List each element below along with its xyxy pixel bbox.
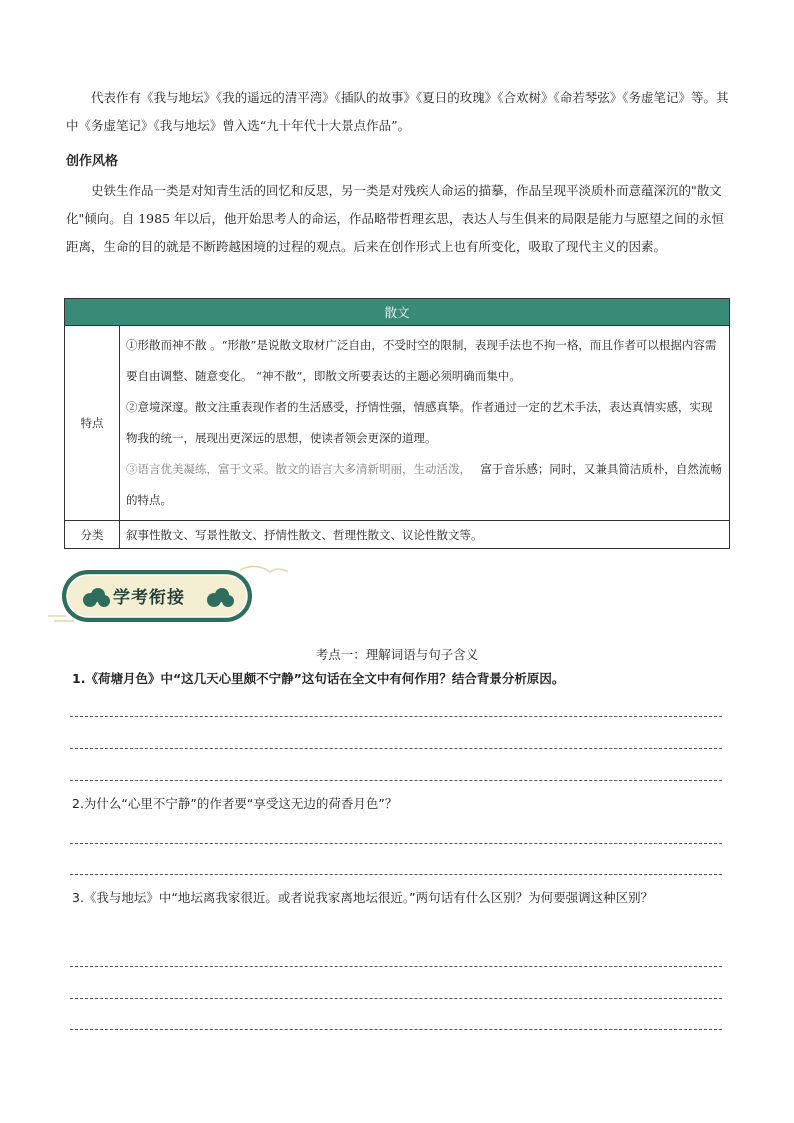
feature-item: ②意境深邃。散文注重表现作者的生活感受，抒情性强，情感真挚。作者通过一定的艺术手法，表达真情实感，实现物我的统一，展现出更深远的思想，使读者领会更深的道理。: [126, 400, 713, 445]
prose-table: [64, 298, 730, 549]
feature-item-part: 富于音乐感；同时，又兼具简洁质朴，自然流畅的特点。: [126, 462, 722, 507]
style-heading: 创作风格: [66, 154, 119, 169]
feature-item: [126, 454, 723, 516]
category-label: 分类: [65, 521, 120, 549]
question-3: 3.《我与地坛》中“地坛离我家很近。或者说我家离地坛很近。”两句话有什么区别？为何要强调这种区别？: [72, 890, 654, 905]
prose-table-header: 散文: [65, 299, 730, 326]
feature-cell: [120, 326, 730, 521]
banner-title: 学考衔接: [113, 588, 185, 608]
question-1: 1.《荷塘月色》中“这几天心里颇不宁静”这句话在全文中有何作用？结合背景分析原因。: [72, 671, 565, 686]
question-2: 2.为什么“心里不宁静”的作者要“享受这无边的荷香月色”？: [72, 796, 398, 811]
section-subtitle: 考点一：理解词语与句子含义: [315, 647, 479, 662]
feature-item: ①形散而神不散 。“形散”是说散文取材广泛自由，不受时空的限制，表现手法也不拘一格，而且作者可以根据内容需要自由调整、随意变化。 “神不散”，即散文所要表达的主题必须明确而集中。: [126, 338, 717, 383]
feature-label: 特点: [65, 326, 120, 521]
cloud-deco-icon: [240, 566, 288, 572]
category-cell: 叙事性散文、写景性散文、抒情性散文、哲理性散文、议论性散文等。: [120, 521, 730, 549]
banner-deco-lines: [48, 616, 74, 621]
answer-line[interactable]: [70, 780, 722, 781]
style-paragraph: 史铁生作品一类是对知青生活的回忆和反思，另一类是对残疾人命运的描摹，作品呈现平淡质朴而意蕴深沉的"散文化"倾向。自 1985 年以后，他开始思考人的命运，作品略带哲理玄思，表达人与生俱来的局限是能力与愿望之间的永恒距离，生命的目的就是不断跨越困境的过程的观点。后来在创作形式上也有所变化，吸取了现代主义的因素。: [66, 183, 725, 254]
answer-line[interactable]: [70, 966, 722, 967]
answer-line[interactable]: [70, 716, 722, 717]
works-paragraph: 代表作有《我与地坛》《我的遥远的清平湾》《插队的故事》《夏日的玫瑰》《合欢树》《命若琴弦》《务虚笔记》等。其中《务虚笔记》《我与地坛》曾入选“九十年代十大景点作品”。: [66, 90, 729, 133]
answer-line[interactable]: [70, 998, 722, 999]
answer-line[interactable]: [70, 1029, 722, 1030]
answer-line[interactable]: [70, 843, 722, 844]
answer-line[interactable]: [70, 748, 722, 749]
answer-line[interactable]: [70, 874, 722, 875]
feature-item-part: ③语言优美凝练，富于文采。散文的语言大多清新明丽，生动活泼，: [126, 462, 466, 476]
